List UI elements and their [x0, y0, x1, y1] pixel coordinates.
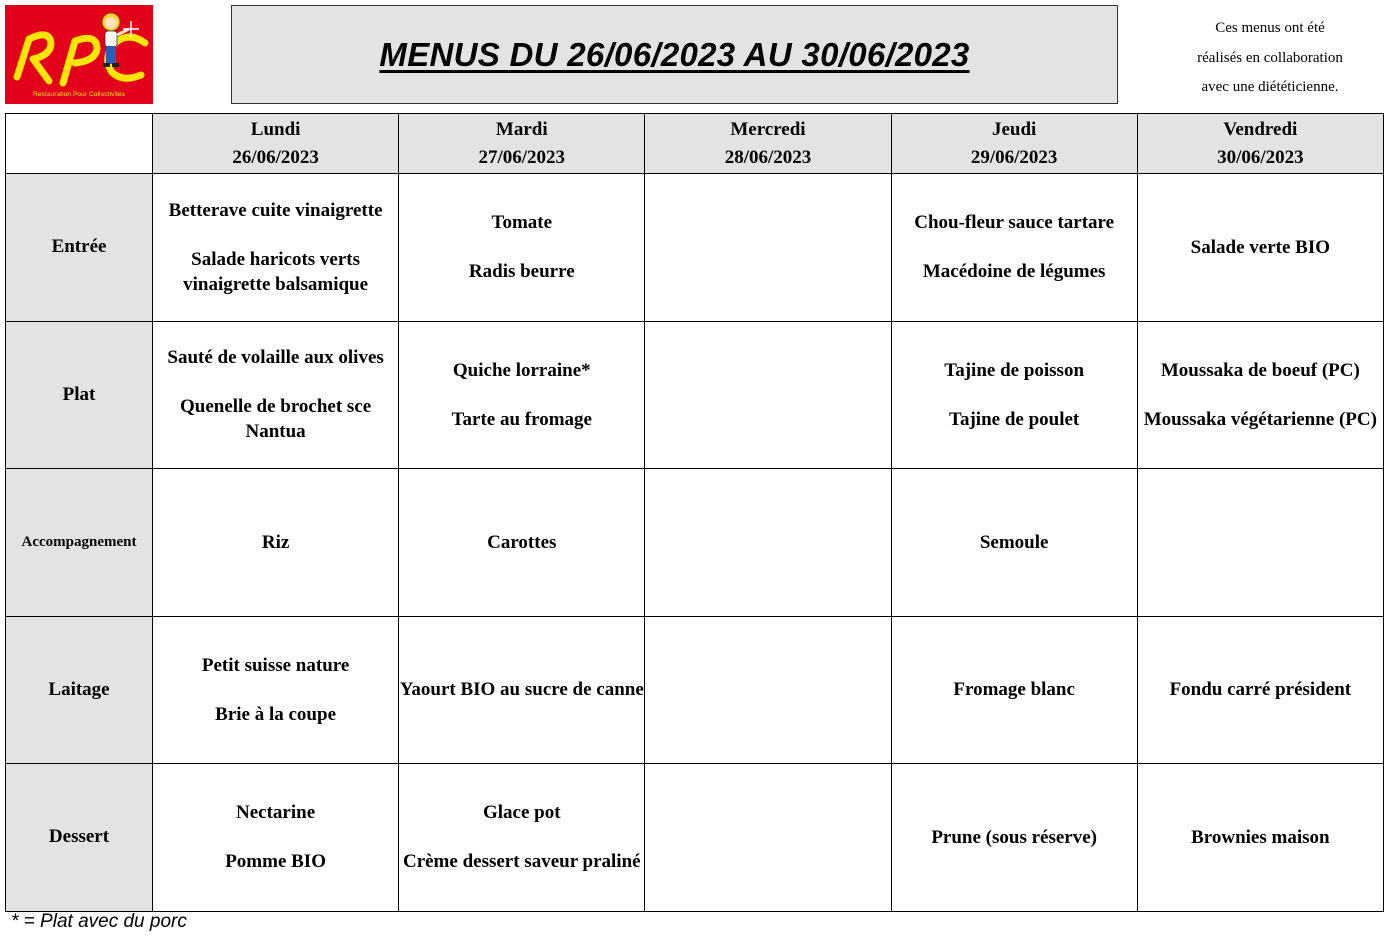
logo-graphic [5, 5, 153, 104]
dish-name: Yaourt BIO au sucre de canne [399, 679, 644, 701]
dish-name: Moussaka de boeuf (PC) [1160, 359, 1360, 381]
dish-name: Brie à la coupe [215, 703, 337, 725]
menu-row [6, 764, 1384, 912]
dish-name: Moussaka végétarienne (PC) [1143, 408, 1377, 430]
dish-name: Tarte au fromage [451, 408, 592, 430]
menu-cell [399, 174, 645, 322]
dish-name: Tomate [491, 212, 553, 234]
day-header [891, 114, 1137, 174]
dish-name: Prune (sous réserve) [931, 826, 1097, 848]
menu-cell [891, 321, 1137, 469]
menu-cell [645, 469, 891, 617]
dish-name: Riz [261, 531, 290, 553]
course-label: Dessert [6, 764, 153, 912]
day-header [153, 114, 399, 174]
dish-name: Quiche lorraine* [452, 359, 591, 381]
dish-name: Tajine de poisson [944, 359, 1085, 381]
menu-cell [399, 616, 645, 764]
note-line: Ces menus ont été [1215, 20, 1325, 36]
menu-row [6, 321, 1384, 469]
menu-cell [399, 469, 645, 617]
dish-name: Nectarine [236, 802, 316, 824]
dietitian-note [1150, 14, 1390, 103]
menu-cell [645, 174, 891, 322]
dish-name: Glace pot [482, 802, 561, 824]
dish-name: Semoule [979, 531, 1049, 553]
menu-cell [891, 616, 1137, 764]
dish-name: Fondu carré président [1169, 679, 1352, 701]
menu-cell [399, 321, 645, 469]
menu-cell [891, 174, 1137, 322]
menu-cell [153, 174, 399, 322]
day-header-row [6, 114, 1384, 174]
course-label: Laitage [6, 616, 153, 764]
dish-name: Tajine de poulet [949, 408, 1080, 430]
note-line: réalisés en collaboration [1197, 49, 1343, 66]
menu-cell [153, 469, 399, 617]
dish-name: Betterave cuite vinaigrette [168, 199, 383, 221]
menu-cell [645, 321, 891, 469]
menu-cell [645, 764, 891, 912]
menu-cell [645, 616, 891, 764]
dish-name: Carottes [487, 531, 557, 553]
menu-cell [1137, 764, 1383, 912]
menu-cell [153, 616, 399, 764]
day-date: 28/06/2023 [724, 147, 812, 168]
dish-name: Pomme BIO [225, 851, 326, 873]
day-name: Mardi [495, 119, 548, 140]
day-name: Lundi [250, 119, 301, 140]
note-line: avec une diététicienne. [1201, 79, 1339, 95]
dish-name: Brownies maison [1191, 826, 1330, 848]
day-date: 30/06/2023 [1217, 147, 1304, 168]
course-label: Accompagnement [6, 469, 153, 617]
day-date: 29/06/2023 [970, 147, 1058, 168]
pork-footnote: * = Plat avec du porc [11, 911, 187, 932]
corner-cell [6, 114, 153, 174]
menu-row [6, 469, 1384, 617]
dish-name: Macédoine de légumes [922, 261, 1106, 283]
menu-cell [1137, 174, 1383, 322]
day-header [645, 114, 891, 174]
page-title: MENUS DU 26/06/2023 AU 30/06/2023 [379, 35, 970, 73]
day-header [1137, 114, 1383, 174]
dish-name: Fromage blanc [953, 679, 1075, 701]
menu-cell [153, 321, 399, 469]
dish-name: Radis beurre [468, 261, 575, 283]
dish-name: Petit suisse nature [201, 654, 350, 676]
menu-cell [1137, 616, 1383, 764]
dish-name: Salade haricots verts vinaigrette balsamique [183, 248, 369, 295]
menu-cell [891, 764, 1137, 912]
title-box [231, 5, 1118, 104]
menu-cell [1137, 321, 1383, 469]
menu-table [5, 113, 1384, 912]
menu-row [6, 616, 1384, 764]
day-name: Vendredi [1223, 119, 1298, 140]
course-label: Entrée [6, 174, 153, 322]
dish-name: Chou-fleur sauce tartare [914, 212, 1115, 234]
day-name: Jeudi [991, 119, 1037, 140]
menu-cell [891, 469, 1137, 617]
day-name: Mercredi [730, 119, 806, 140]
logo-tagline: Restauration Pour Collectivités [33, 91, 125, 98]
dish-name: Salade verte BIO [1190, 236, 1330, 258]
dish-name: Quenelle de brochet sce Nantua [179, 396, 372, 443]
menu-row [6, 174, 1384, 322]
menu-cell [153, 764, 399, 912]
day-date: 26/06/2023 [232, 147, 319, 168]
dish-name: Sauté de volaille aux olives [167, 347, 384, 369]
menu-cell [1137, 469, 1383, 617]
menu-cell [399, 764, 645, 912]
rpc-logo [5, 5, 153, 104]
course-label: Plat [6, 321, 153, 469]
dish-name: Crème dessert saveur praliné [402, 851, 641, 873]
day-header [399, 114, 645, 174]
day-date: 27/06/2023 [478, 147, 566, 168]
